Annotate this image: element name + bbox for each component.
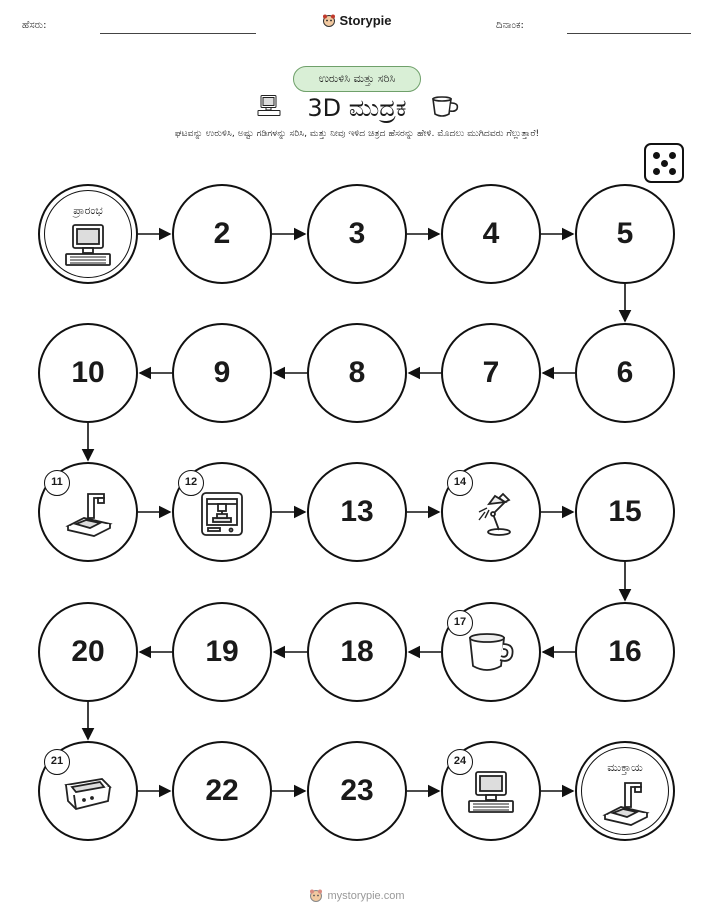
board-space[interactable]	[172, 741, 272, 841]
page-title: 3D ಮುದ್ರಕ	[307, 94, 407, 122]
space-number: 23	[340, 774, 374, 807]
space-number: 20	[71, 635, 105, 668]
space-number-badge: 14	[447, 470, 473, 496]
board-space[interactable]	[307, 184, 407, 284]
3d-printer-icon	[196, 490, 248, 538]
space-number: 8	[348, 356, 366, 389]
board-space[interactable]	[575, 602, 675, 702]
board-space[interactable]	[575, 462, 675, 562]
cup-icon	[465, 630, 517, 678]
game-type-pill: ಉರುಳಿಸಿ ಮತ್ತು ಸರಿಸಿ	[293, 66, 421, 92]
finish-space[interactable]	[575, 741, 675, 841]
storypie-logo-icon	[309, 888, 323, 902]
space-number-badge: 12	[178, 470, 204, 496]
board-space[interactable]	[441, 184, 541, 284]
space-number-badge: 21	[44, 749, 70, 775]
space-number: 4	[482, 217, 500, 250]
board-space[interactable]	[575, 323, 675, 423]
computer-icon	[465, 769, 517, 817]
footer-url[interactable]: mystorypie.com	[327, 890, 405, 902]
space-number-badge: 17	[447, 610, 473, 636]
board-space[interactable]	[38, 741, 138, 841]
board-space[interactable]	[575, 184, 675, 284]
board-space[interactable]	[441, 741, 541, 841]
date-label: ದಿನಾಂಕ:	[496, 20, 524, 31]
resin-tray-icon	[62, 769, 114, 817]
scanner-icon	[62, 490, 114, 538]
board-space[interactable]	[172, 602, 272, 702]
space-number-badge: 11	[44, 470, 70, 496]
board-space[interactable]	[441, 323, 541, 423]
space-label: ಪ್ರಾರಂಭ	[73, 204, 103, 217]
footer[interactable]	[0, 888, 714, 902]
name-label: ಹೆಸರು:	[22, 20, 47, 31]
scanner-icon	[599, 779, 651, 827]
space-number: 16	[608, 635, 642, 668]
space-number: 13	[340, 495, 374, 528]
board-space[interactable]	[172, 184, 272, 284]
space-number: 15	[608, 495, 642, 528]
board-space[interactable]	[307, 602, 407, 702]
space-number-badge: 24	[447, 749, 473, 775]
board-space[interactable]	[172, 323, 272, 423]
desk-lamp-icon	[465, 490, 517, 538]
space-number: 22	[205, 774, 239, 807]
space-number: 3	[348, 217, 366, 250]
board-space[interactable]	[307, 462, 407, 562]
board-space[interactable]	[38, 602, 138, 702]
board-space[interactable]	[38, 323, 138, 423]
space-number: 7	[482, 356, 500, 389]
brand-name: Storypie	[339, 13, 392, 28]
space-number: 10	[71, 356, 105, 389]
board-space[interactable]	[38, 462, 138, 562]
computer-icon	[62, 222, 114, 270]
board-space[interactable]	[307, 741, 407, 841]
start-space[interactable]	[38, 184, 138, 284]
space-number: 18	[340, 635, 374, 668]
board-space[interactable]	[441, 462, 541, 562]
space-label: ಮುಕ್ತಾಯ	[607, 761, 643, 774]
space-number: 2	[213, 217, 231, 250]
space-number: 9	[213, 356, 231, 389]
board-space[interactable]	[441, 602, 541, 702]
space-number: 6	[616, 356, 634, 389]
space-number: 5	[616, 217, 634, 250]
instructions: ಘಟವನ್ನು ಉರುಳಿಸಿ, ಅಷ್ಟು ಗಡಿಗಳನ್ನು ಸರಿಸಿ, ಮತ್ತು ನೀವು ಇಳಿದ ಚಿತ್ರದ ಹೆಸರನ್ನು ಹೇಳಿ. ಮೊದಲು ಮುಗಿದವರು ಗೆಲ್ಲುತ್ತಾರೆ!	[174, 128, 540, 139]
board-space[interactable]	[172, 462, 272, 562]
space-number: 19	[205, 635, 239, 668]
board-space[interactable]	[307, 323, 407, 423]
